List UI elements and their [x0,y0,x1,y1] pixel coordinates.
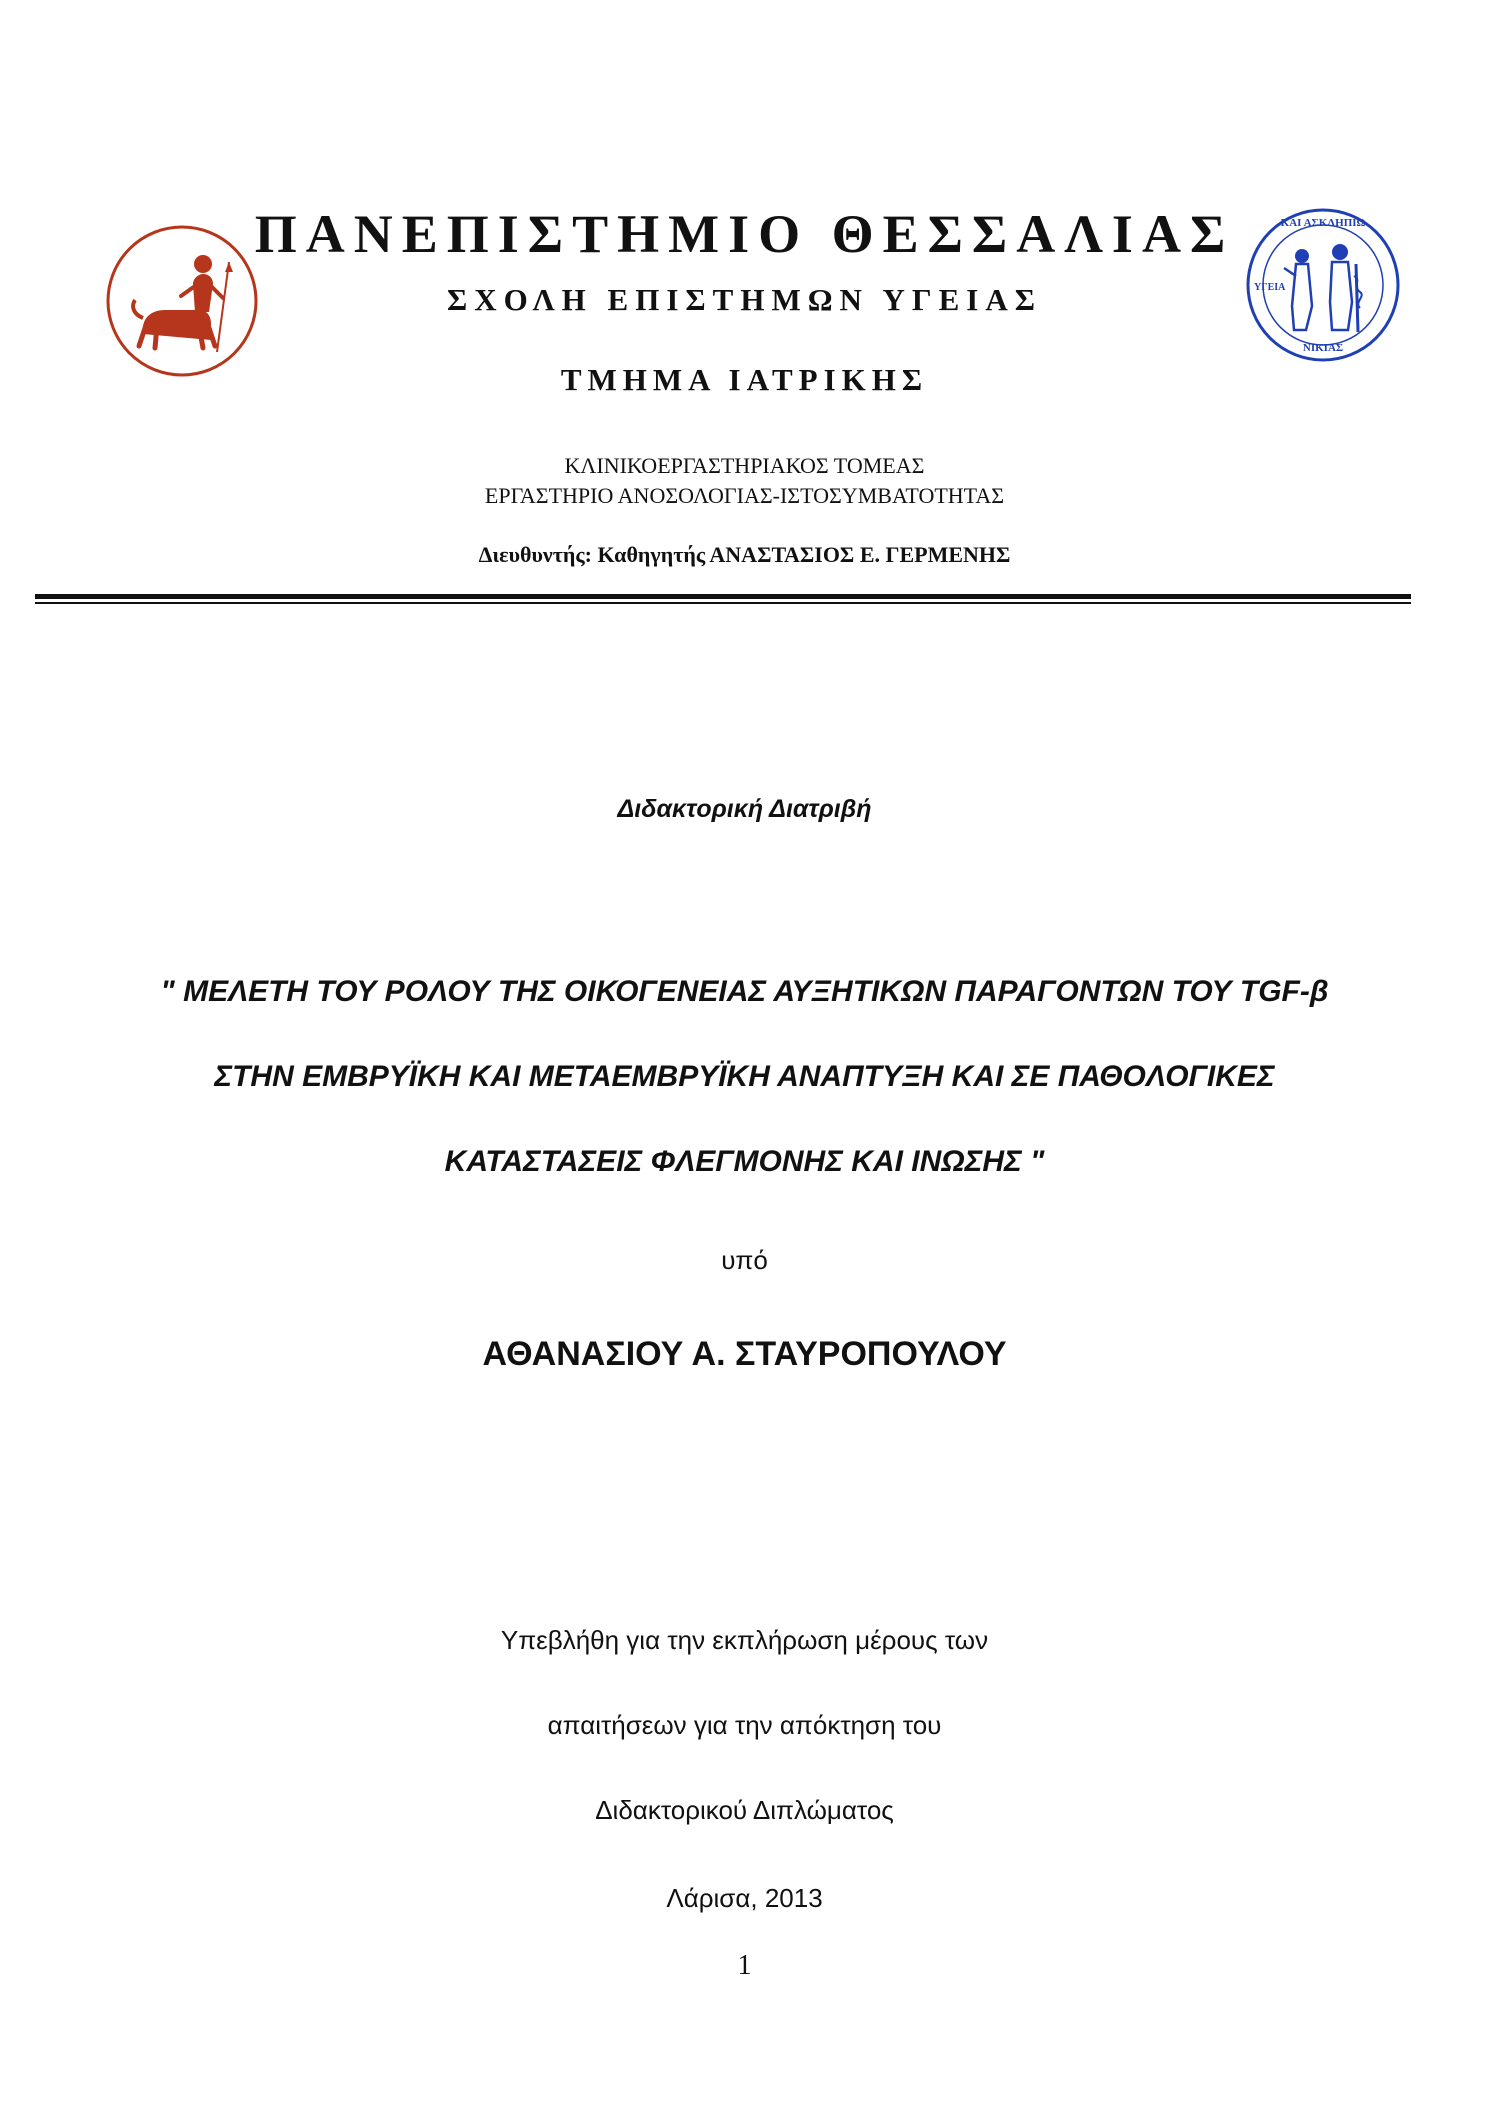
header-divider-thin [35,602,1411,604]
thesis-title-line-2: ΣΤΗΝ ΕΜΒΡΥΪΚΗ ΚΑΙ ΜΕΤΑΕΜΒΡΥΪΚΗ ΑΝΑΠΤΥΞΗ ΚΑΙ ΣΕ ΠΑΘΟΛΟΓΙΚΕΣ [214,1060,1275,1093]
director-line: Διευθυντής: Καθηγητής ΑΝΑΣΤΑΣΙΟΣ Ε. ΓΕΡΜΕΝΗΣ [478,542,1011,567]
submission-line-3: Διδακτορικού Διπλώματος [595,1795,894,1825]
seal-bottom-text: ΝΙΚΙΑΣ [1302,342,1344,354]
page-number: 1 [737,1950,752,1981]
laboratory-name: ΕΡΓΑΣΤΗΡΙΟ ΑΝΟΣΟΛΟΓΙΑΣ-ΙΣΤΟΣΥΜΒΑΤΟΤΗΤΑΣ [484,483,1005,508]
seal-top-text: ΚΑΙ ΑΣΚΛΗΠΙΩ [1280,217,1366,229]
sector-name: ΚΛΙΝΙΚΟΕΡΓΑΣΤΗΡΙΑΚΟΣ ΤΟΜΕΑΣ [564,453,925,478]
place-date: Λάρισα, 2013 [666,1883,823,1913]
document-type: Διδακτορική Διατριβή [617,795,872,823]
by-label: υπό [721,1245,768,1275]
school-name: ΣΧΟΛΗ ΕΠΙΣΤΗΜΩΝ ΥΓΕΙΑΣ [446,282,1043,317]
seal-left-text: ΥΓΕΙΑ [1254,282,1286,293]
submission-line-1: Υπεβλήθη για την εκπλήρωση μέρους των [500,1625,989,1655]
university-name: ΠΑΝΕΠΙΣΤΗΜΙΟ ΘΕΣΣΑΛΙΑΣ [254,204,1235,264]
header-divider-thick [35,594,1411,599]
thesis-title-line-3: ΚΑΤΑΣΤΑΣΕΙΣ ΦΛΕΓΜΟΝΗΣ ΚΑΙ ΙΝΩΣΗΣ " [444,1145,1045,1178]
submission-line-2: απαιτήσεων για την απόκτηση του [547,1710,942,1740]
department-name: ΤΜΗΜΑ ΙΑΤΡΙΚΗΣ [560,362,929,397]
thesis-title-line-1: " ΜΕΛΕΤΗ ΤΟΥ ΡΟΛΟΥ ΤΗΣ ΟΙΚΟΓΕΝΕΙΑΣ ΑΥΞΗΤΙΚΩΝ ΠΑΡΑΓΟΝΤΩΝ ΤΟΥ TGF-β [160,975,1329,1008]
author-name: ΑΘΑΝΑΣΙΟΥ Α. ΣΤΑΥΡΟΠΟΥΛΟΥ [482,1335,1007,1373]
